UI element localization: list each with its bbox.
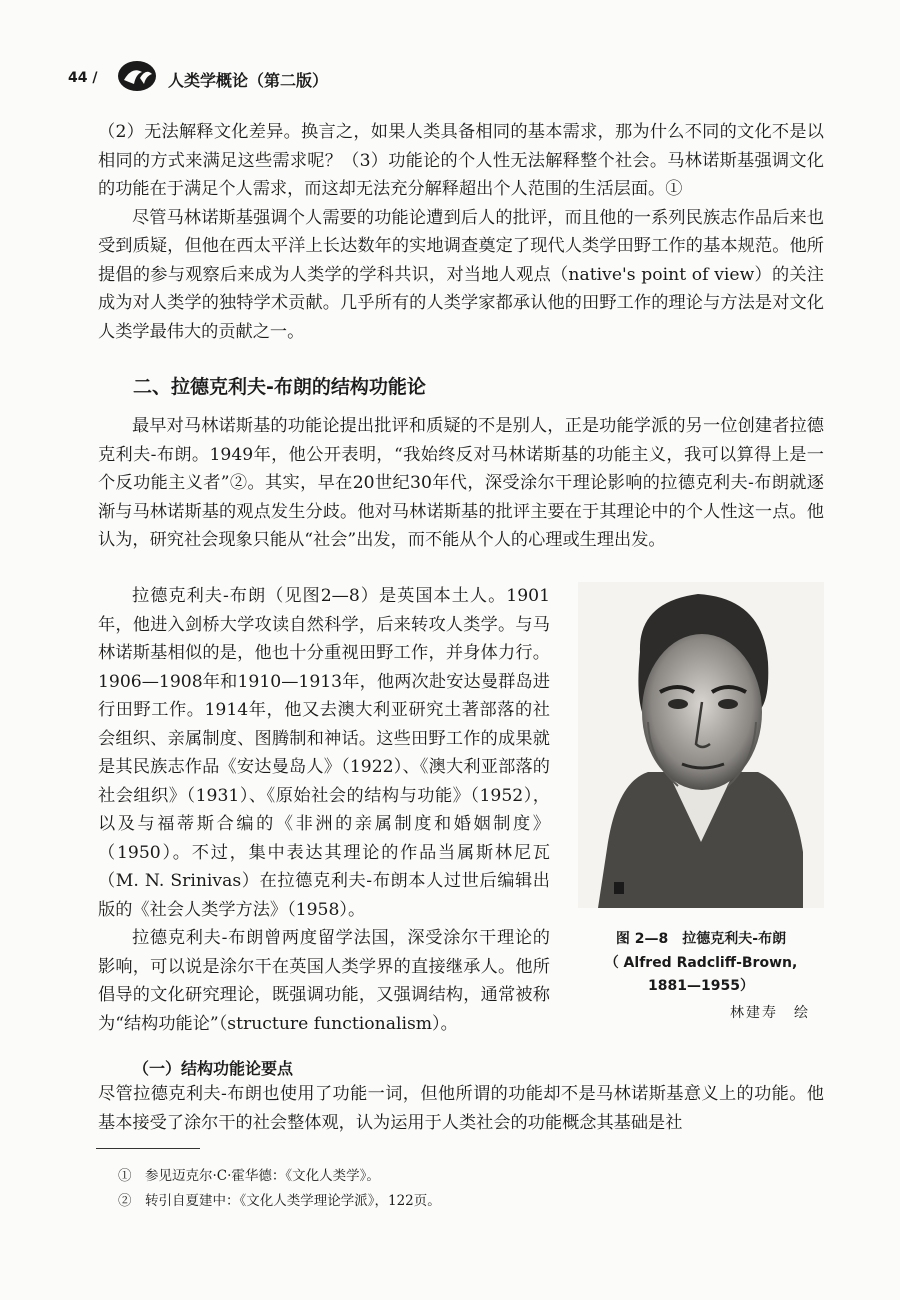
footnote-1: ① 参见迈克尔·C·霍华德：《文化人类学》。 xyxy=(118,1168,380,1184)
body-text-top xyxy=(98,118,824,346)
page-number: 44 / xyxy=(68,70,98,86)
paragraph: 拉德克利夫-布朗曾两度留学法国，深受涂尔干理论的影响，可以说是涂尔干在英国人类学界的直接继承人。他所倡导的文化研究理论，既强调功能，又强调结构，通常被称为“结构功能论”（structure functionalism）。 xyxy=(98,928,550,1034)
paragraph: 拉德克利夫-布朗（见图2—8）是英国本土人。1901年，他进入剑桥大学攻读自然科学，后来转攻人类学。与马林诺斯基相似的是，他也十分重视田野工作，并身体力行。1906—1908年和1910—1913年，他两次赴安达曼群岛进行田野工作。1914年，他又去澳大利亚研究土著部落的社会组织、亲属制度、图腾制和神话。这些田野工作的成果就是其民族志作品《安达曼岛人》（1922）、《澳大利亚部落的社会组织》（1931）、《原始社会的结构与功能》（1952），以及与福蒂斯合编的《非洲的亲属制度和婚姻制度》（1950）。不过，集中表达其理论的作品当属斯林尼瓦（M. N. Srinivas）在拉德克利夫-布朗本人过世后编辑出版的《社会人类学方法》（1958）。 xyxy=(98,586,550,920)
figure-artist-credit: 林建寿 绘 xyxy=(730,1005,810,1021)
footnote-divider xyxy=(96,1148,200,1149)
body-text-beside-figure xyxy=(98,582,550,1038)
portrait-sketch-image xyxy=(578,582,824,908)
body-text-section xyxy=(98,412,824,555)
figure-caption-name: （ Alfred Radcliff-Brown, xyxy=(604,955,798,971)
figure-caption-years: 1881—1955） xyxy=(648,978,754,994)
section-title: 二、拉德克利夫-布朗的结构功能论 xyxy=(133,376,426,398)
paragraph: 尽管马林诺斯基强调个人需要的功能论遭到后人的批评，而且他的一系列民族志作品后来也受到质疑，但他在西太平洋上长达数年的实地调查奠定了现代人类学田野工作的基本规范。他所提倡的参与观察后来成为人类学的学科共识，对当地人观点（native's point of view）的关注成为对人类学的独特学术贡献。几乎所有的人类学家都承认他的田野工作的理论与方法是对文化人类学最伟大的贡献之一。 xyxy=(98,207,824,342)
paragraph: 尽管拉德克利夫-布朗也使用了功能一词，但他所谓的功能却不是马林诺斯基意义上的功能。他基本接受了涂尔干的社会整体观，认为运用于人类社会的功能概念其基础是社 xyxy=(98,1084,824,1133)
footnote-2: ② 转引自夏建中：《文化人类学理论学派》，122页。 xyxy=(118,1193,441,1209)
book-logo-icon xyxy=(116,58,158,94)
page-header xyxy=(68,58,848,98)
paragraph: 最早对马林诺斯基的功能论提出批评和质疑的不是别人，正是功能学派的另一位创建者拉德克利夫-布朗。1949年，他公开表明，“我始终反对马林诺斯基的功能主义，我可以算得上是一个反功能主义者”②。其实，早在20世纪30年代，深受涂尔干理论影响的拉德克利夫-布朗就逐渐与马林诺斯基的观点发生分歧。他对马林诺斯基的批评主要在于其理论中的个人性这一点。他认为，研究社会现象只能从“社会”出发，而不能从个人的心理或生理出发。 xyxy=(98,416,824,550)
paragraph: （2）无法解释文化差异。换言之，如果人类具备相同的基本需求，那为什么不同的文化不是以相同的方式来满足这些需求呢？（3）功能论的个人性无法解释整个社会。马林诺斯基强调文化的功能在于满足个人需求，而这却无法充分解释超出个人范围的生活层面。① xyxy=(98,122,824,199)
book-title: 人类学概论（第二版） xyxy=(168,71,329,90)
subsection-title: （一）结构功能论要点 xyxy=(133,1059,294,1078)
figure-caption-title: 图 2—8 拉德克利夫-布朗 xyxy=(615,931,787,947)
body-text-bottom xyxy=(98,1080,824,1137)
